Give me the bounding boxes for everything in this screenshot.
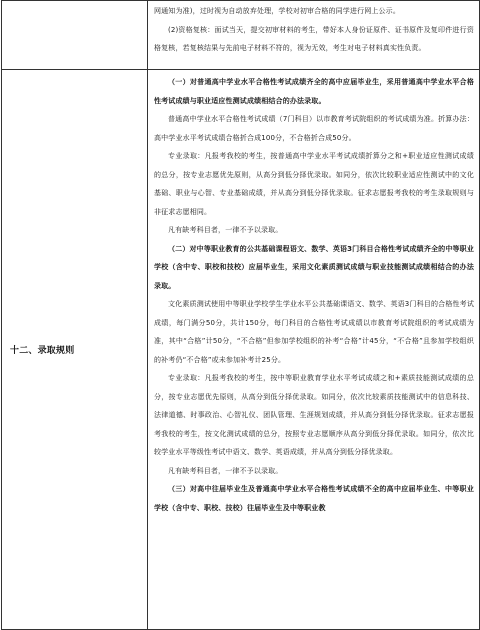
paragraph: 凡有缺考科目者，一律不予以录取。 xyxy=(168,466,283,475)
paragraph: 专业录取：凡报考我校的考生，按普通高中学业水平考试成绩折算分之和+职业适应性测试成绩的总分，按专业志愿优先原则，从高分到低分择优录取。如同分，依次比较职业适应性测试中的文化基础、职业与心智、专业基础成绩，并从高分到低分择优录取。征求志愿报考我校的考生录取规则与非征求志愿相同。 xyxy=(154,152,474,216)
paragraph: 普通高中学业水平合格性考试成绩（7门科目）以市教育考试院组织的考试成绩为准。折算办法：高中学业水平考试成绩合格折合成100分，不合格折合成50分。 xyxy=(154,115,474,142)
paragraph: (2)资格复核：面试当天，提交初审材料的考生，带好本人身份证原件、证书原件及复印件进行资格复核，若复核结果与先前电子材料不符的，视为无效，考生对电子材料真实性负责。 xyxy=(154,25,474,52)
section-heading: （一）对普通高中学业水平合格性考试成绩齐全的高中应届毕业生，采用普通高中学业水平合格性考试成绩与职业适应性测试成绩相结合的办法录取。 xyxy=(154,78,474,105)
content-cell xyxy=(148,1,480,70)
admission-rules-table xyxy=(1,0,480,630)
table-row xyxy=(2,70,480,630)
admission-rules-content xyxy=(148,70,479,520)
paragraph: 网通知为准)，过时视为自动放弃处理，学校对初审合格的同学进行网上公示。 xyxy=(154,7,400,15)
paragraph: 专业录取：凡报考我校的考生，按中等职业教育学业水平考试成绩之和+素质技能测试成绩的总分，按专业志愿优先原则，从高分到低分择优录取。如同分，依次比较素质技能测试中的信息科技、法律道德、时事政治、心智礼仪、团队管理、生涯规划成绩，并从高分到低分择优录取。征求志愿报考我校的考生，按文化测试成绩的总分，按照专业志愿顺序从高分到低分择优录取。如同分，依次比较学业水平等级性考试中语文、数学、英语成绩，并从高分到低分择优录取。 xyxy=(154,374,474,456)
empty-label-cell xyxy=(2,1,148,70)
section-label-cell xyxy=(2,70,148,630)
content-cell xyxy=(148,70,480,630)
section-heading: （二）对中等职业教育的公共基础课程语文、数学、英语3门科目合格性考试成绩齐全的中等职业学校（含中专、职校和技校）应届毕业生，采用文化素质测试成绩与职业技能测试成绩相结合的办法录取。 xyxy=(154,244,474,290)
section-heading: （三）对高中往届毕业生及普通高中学业水平合格性考试成绩不全的高中应届毕业生、中等职业学校（含中专、职校、技校）往届毕业生及中等职业教 xyxy=(154,485,474,512)
paragraph: 文化素质测试使用中等职业学校学生学业水平公共基础课语文、数学、英语3门科目的合格性考试成绩，每门满分50分，共计150分，每门科目的合格性考试成绩以市教育考试院组织的考试成绩为准，其中“合格”计50分，“不合格”但参加学校组织的补考“合格”计45分，“不合格”且参加学校组织的补考仍“不合格”或未参加补考计25分。 xyxy=(154,300,474,364)
section-label: 十二、录取规则 xyxy=(10,346,75,356)
table-row xyxy=(2,1,480,70)
paragraph: 凡有缺考科目者，一律不予以录取。 xyxy=(168,226,283,234)
